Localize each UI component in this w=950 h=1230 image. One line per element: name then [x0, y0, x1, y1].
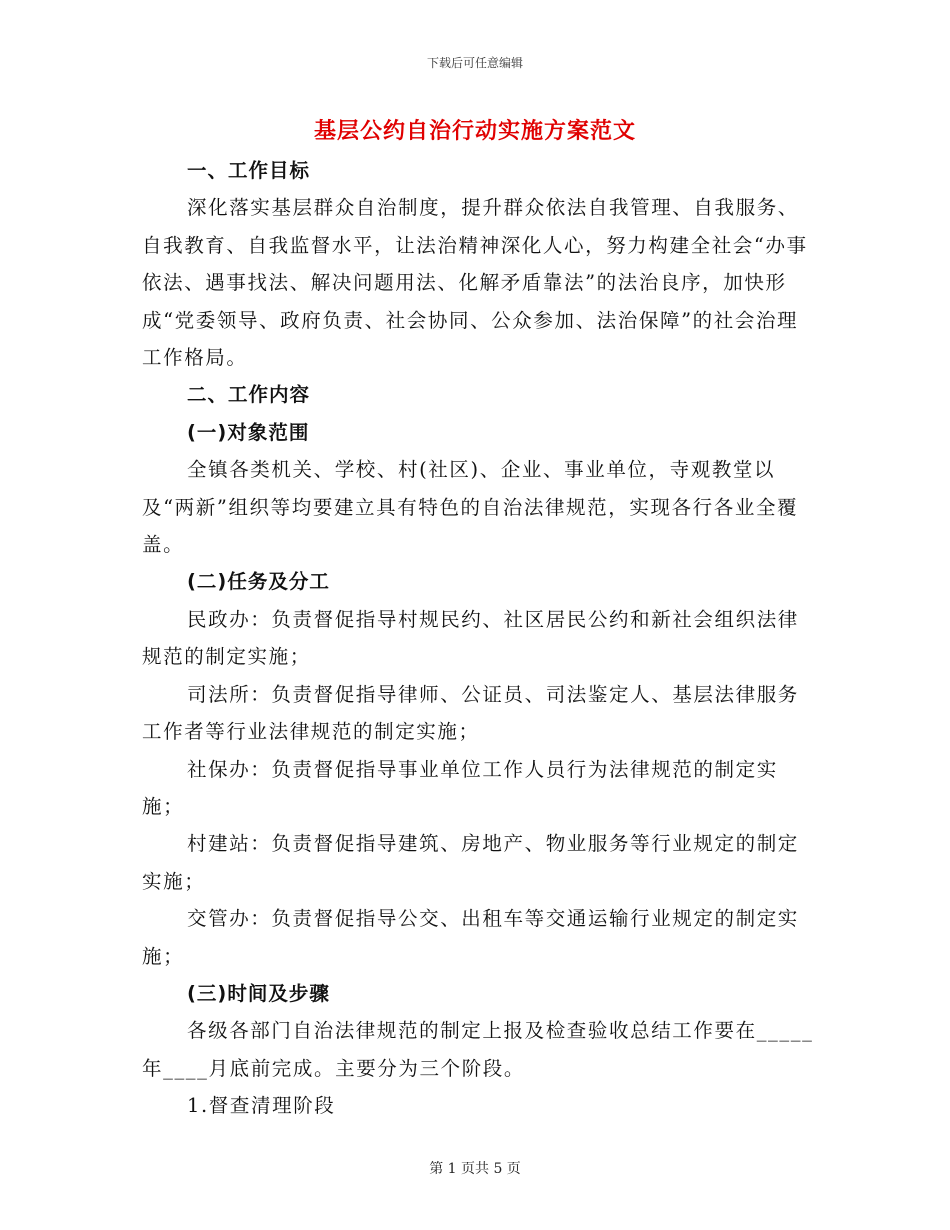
- paragraph-goals: 深化落实基层群众自治制度，提升群众依法自我管理、自我服务、自我教育、自我监督水平，让法治精神深化人心，努力构建全社会“办事依法、遇事找法、解决问题用法、化解矛盾靠法”的法治良序，加快形成“党委领导、政府负责、社会协同、公众参加、法治保障”的社会治理工作格局。: [142, 196, 808, 370]
- section-heading-goals: 一、工作目标: [187, 159, 311, 182]
- page-footer: 第 1 页共 5 页: [429, 1161, 521, 1177]
- subheading-scope: (一)对象范围: [187, 420, 310, 444]
- step-item-inspection: 1.督查清理阶段: [187, 1094, 336, 1118]
- task-item-judicial: 司法所：负责督促指导律师、公证员、司法鉴定人、基层法律服务工作者等行业法律规范的制定实施；: [142, 682, 799, 744]
- document-title: 基层公约自治行动实施方案范文: [313, 119, 636, 144]
- subheading-timeline: (三)时间及步骤: [187, 981, 330, 1005]
- section-heading-content: 二、工作内容: [187, 383, 311, 407]
- task-item-village-construction: 村建站：负责督促指导建筑、房地产、物业服务等行业规定的制定实施；: [142, 832, 799, 893]
- document-body: [142, 152, 814, 1125]
- paragraph-scope: 全镇各类机关、学校、村(社区)、企业、事业单位，寺观教堂以及“两新”组织等均要建立具有特色的自治法律规范，实现各行各业全覆盖。: [142, 458, 799, 557]
- task-item-transport: 交管办：负责督促指导公交、出租车等交通运输行业规定的制定实施；: [142, 907, 799, 968]
- paragraph-timeline: 各级各部门自治法律规范的制定上报及检查验收总结工作要在_____年____月底前完成。主要分为三个阶段。: [142, 1019, 814, 1080]
- task-item-civil-affairs: 民政办：负责督促指导村规民约、社区居民公约和新社会组织法律规范的制定实施；: [142, 607, 799, 669]
- task-item-social-security: 社保办：负责督促指导事业单位工作人员行为法律规范的制定实施；: [142, 757, 778, 818]
- subheading-tasks: (二)任务及分工: [187, 570, 330, 594]
- header-note: 下载后可任意编辑: [426, 56, 523, 70]
